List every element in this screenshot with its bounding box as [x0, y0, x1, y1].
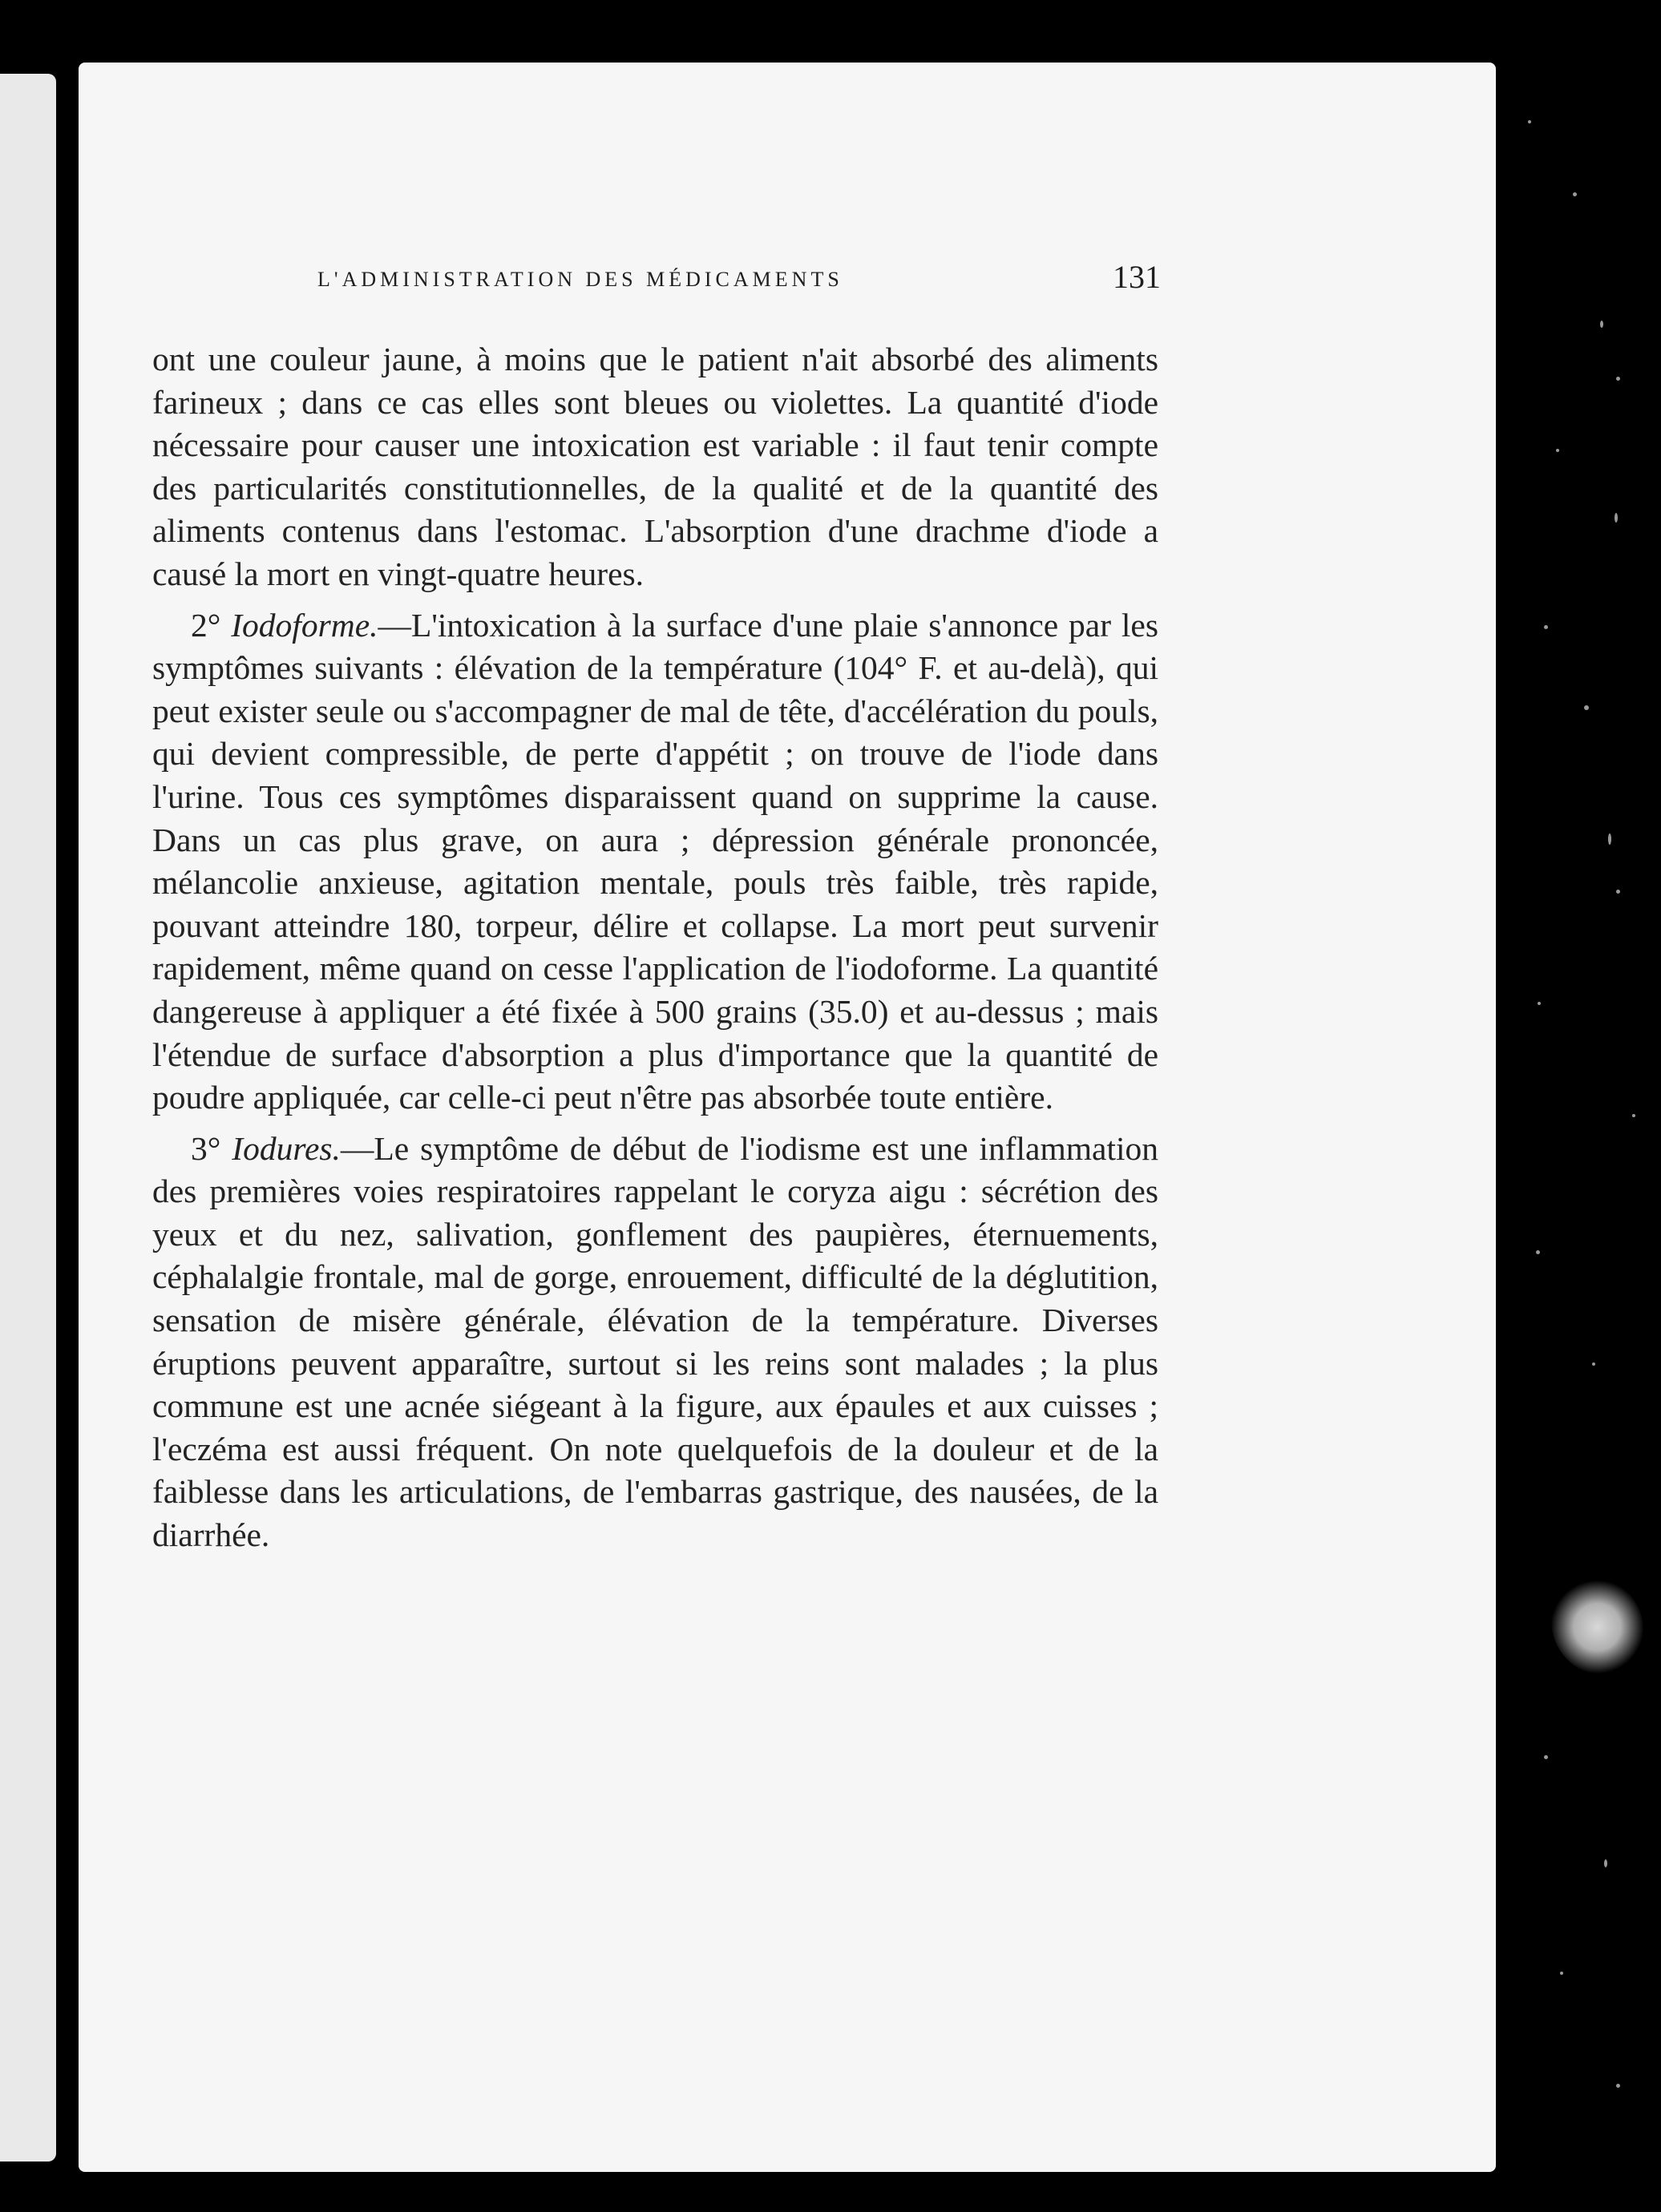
paragraph-number: 3°	[191, 1129, 221, 1167]
page-number: 131	[1113, 259, 1161, 295]
running-head: L'ADMINISTRATION DES MÉDICAMENTS	[317, 268, 843, 291]
paragraph-title: Iodoforme.	[231, 606, 378, 644]
paragraph-number: 2°	[191, 606, 221, 644]
paragraph-iodures	[152, 1128, 1158, 1557]
paragraph-continuation	[152, 338, 1158, 596]
paragraph-title: Iodures.	[232, 1129, 341, 1167]
body-text	[152, 338, 1158, 1565]
paragraph-iodoforme	[152, 604, 1158, 1120]
left-page-edge	[0, 74, 56, 2162]
paragraph-text: ont une couleur jaune, à moins que le patient n'ait absorbé des aliments farineux ; dans ce cas elles sont bleues ou violettes. La quantité d'iode nécessaire pour causer une intoxication est variable : il faut tenir compte des particularités constitutionnelles, de la qualité et de la quantité des aliments contenus dans l'estomac. L'absorption d'une drachme d'iode a causé la mort en vingt-quatre heures.	[152, 341, 1158, 592]
paragraph-text: —Le symptôme de début de l'iodisme est une inflammation des premières voies respiratoires rappelant le coryza aigu : sécrétion des yeux et du nez, salivation, gonflement des paupières, éternuements, céphalalgie frontale, mal de gorge, enrouement, difficulté de la déglutition, sensation de misère générale, élévation de la température. Diverses éruptions peuvent apparaître, surtout si les reins sont malades ; la plus commune est une acnée siégeant à la figure, aux épaules et aux cuisses ; l'eczéma est aussi fréquent. On note quelquefois de la douleur et de la faiblesse dans les articulations, de l'embarras gastrique, des nausées, de la diarrhée.	[152, 1129, 1158, 1554]
scan-noise	[1496, 0, 1661, 2212]
paragraph-text: —L'intoxication à la surface d'une plaie s'annonce par les symptômes suivants : élévation de la température (104° F. et au-delà), qui peut exister seule ou s'accompagner de mal de tête, d'accélération du pouls, qui devient compressible, de perte d'appétit ; on trouve de l'iode dans l'urine. Tous ces symptômes disparaissent quand on supprime la cause. Dans un cas plus grave, on aura ; dépression générale prononcée, mélancolie anxieuse, agitation mentale, pouls très faible, très rapide, pouvant atteindre 180, torpeur, délire et collapse. La mort peut survenir rapidement, même quand on cesse l'application de l'iodoforme. La quantité dangereuse à appliquer a été fixée à 500 grains (35.0) et au-dessus ; mais l'étendue de surface d'absorption a plus d'importance que la quantité de poudre appliquée, car celle-ci peut n'être pas absorbée toute entière.	[152, 606, 1158, 1116]
page-header	[239, 258, 1161, 298]
